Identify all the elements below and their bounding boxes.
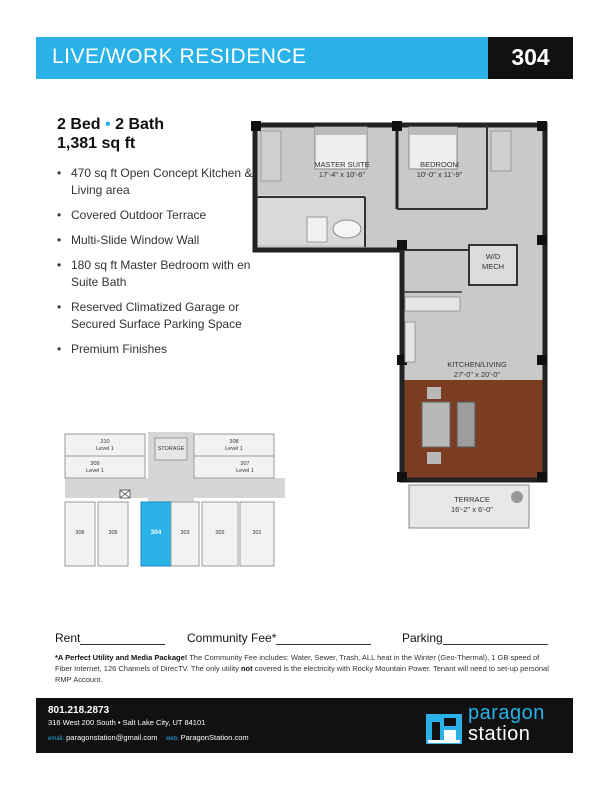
terrace-label <box>432 495 512 515</box>
feature-item: • Multi-Slide Window Wall <box>57 232 267 249</box>
community-fee-label: Community Fee* <box>187 631 277 645</box>
unit-badge <box>488 37 573 79</box>
kitchen-living-name: KITCHEN/LIVING <box>447 360 507 369</box>
utility-note <box>55 652 555 685</box>
community-fee-blank <box>276 632 371 645</box>
unit-308-level: Level 1 <box>225 446 243 452</box>
feature-list <box>57 165 267 366</box>
paragon-station-logo <box>424 703 564 749</box>
contact-line <box>48 733 249 742</box>
web-label: web: <box>165 736 179 742</box>
unit-308-label <box>219 439 249 453</box>
email-label: email: <box>48 736 65 742</box>
beds: 2 Bed <box>57 116 101 133</box>
unit-309-number: 309 <box>90 461 100 467</box>
logo-word-paragon: paragon <box>468 702 545 724</box>
note-text-2: covered is the electricity with Rocky Mountain Power. Tenant will need to set-up personal RMP Account. <box>55 664 549 684</box>
parking-label: Parking <box>402 631 443 645</box>
unit-302-label: 302 <box>215 530 225 536</box>
master-suite-label <box>302 160 382 180</box>
unit-307-level: Level 1 <box>236 468 254 474</box>
feature-item: • Reserved Climatized Garage or Secured Surface Parking Space <box>57 299 267 333</box>
unit-310-number: 310 <box>100 439 110 445</box>
baths: 2 Bath <box>115 116 164 133</box>
parking-field <box>402 631 548 645</box>
note-emphasis: not <box>240 664 253 673</box>
building-logo-icon <box>424 706 464 746</box>
wd-name: W/D <box>485 252 501 261</box>
feature-item: • Covered Outdoor Terrace <box>57 207 267 224</box>
unit-309-level: Level 1 <box>86 468 104 474</box>
header-banner <box>36 37 488 79</box>
unit-307-number: 307 <box>240 461 250 467</box>
square-footage: 1,381 sq ft <box>57 135 136 152</box>
unit-306-label: 306 <box>75 530 85 536</box>
feature-item: • 180 sq ft Master Bedroom with en Suite Bath <box>57 257 267 291</box>
master-suite-name: MASTER SUITE <box>314 160 370 169</box>
rent-field <box>55 631 165 645</box>
page-title: LIVE/WORK RESIDENCE <box>52 45 307 68</box>
terrace-dims: 16'-2" x 6'-0" <box>451 505 493 514</box>
parking-blank <box>443 632 548 645</box>
master-suite-dims: 17'-4" x 10'-6" <box>318 170 366 179</box>
footer <box>36 698 573 753</box>
unit-301-label: 301 <box>252 530 262 536</box>
storage-label: STORAGE <box>157 446 185 452</box>
note-heading: *A Perfect Utility and Media Package! <box>55 653 188 662</box>
bed-bath-line <box>57 116 164 134</box>
site-plan <box>60 430 300 572</box>
phone-number: 801.218.2873 <box>48 705 110 716</box>
unit-308-number: 308 <box>229 439 239 445</box>
logo-word-station: station <box>468 723 531 745</box>
unit-309-label <box>80 461 110 475</box>
address: 316 West 200 South • Salt Lake City, UT 84101 <box>48 718 206 727</box>
community-fee-field <box>187 631 371 645</box>
unit-303-label: 303 <box>180 530 190 536</box>
unit-304-label: 304 <box>150 529 162 536</box>
rent-blank <box>80 632 165 645</box>
bedroom-label <box>402 160 477 180</box>
bedroom-name: BEDROOM <box>420 160 459 169</box>
unit-310-label <box>90 439 120 453</box>
feature-item: • Premium Finishes <box>57 341 267 358</box>
email-link[interactable]: paragonstation@gmail.com <box>66 733 158 742</box>
mech-name: MECH <box>481 262 505 271</box>
unit-307-label <box>230 461 260 475</box>
web-link[interactable]: ParagonStation.com <box>180 733 249 742</box>
kitchen-living-label <box>427 360 527 380</box>
unit-305-label: 305 <box>108 530 118 536</box>
terrace-name: TERRACE <box>454 495 490 504</box>
unit-310-level: Level 1 <box>96 446 114 452</box>
rent-label: Rent <box>55 631 81 645</box>
wd-mech-label <box>469 252 517 272</box>
separator-dot: • <box>105 116 111 133</box>
unit-number: 304 <box>511 44 550 70</box>
bedroom-dims: 10'-0" x 11'-9" <box>416 170 463 179</box>
kitchen-living-dims: 27'-0" x 20'-0" <box>453 370 501 379</box>
note-text-1: The Community Fee includes: Water, Sewer, Trash, ALL heat in the Winter (Geo-Thermal), 1 GB speed of Fiber Internet, 126 Channels of DirecTV. The only utility <box>55 653 540 673</box>
feature-item: • 470 sq ft Open Concept Kitchen & Living area <box>57 165 267 199</box>
